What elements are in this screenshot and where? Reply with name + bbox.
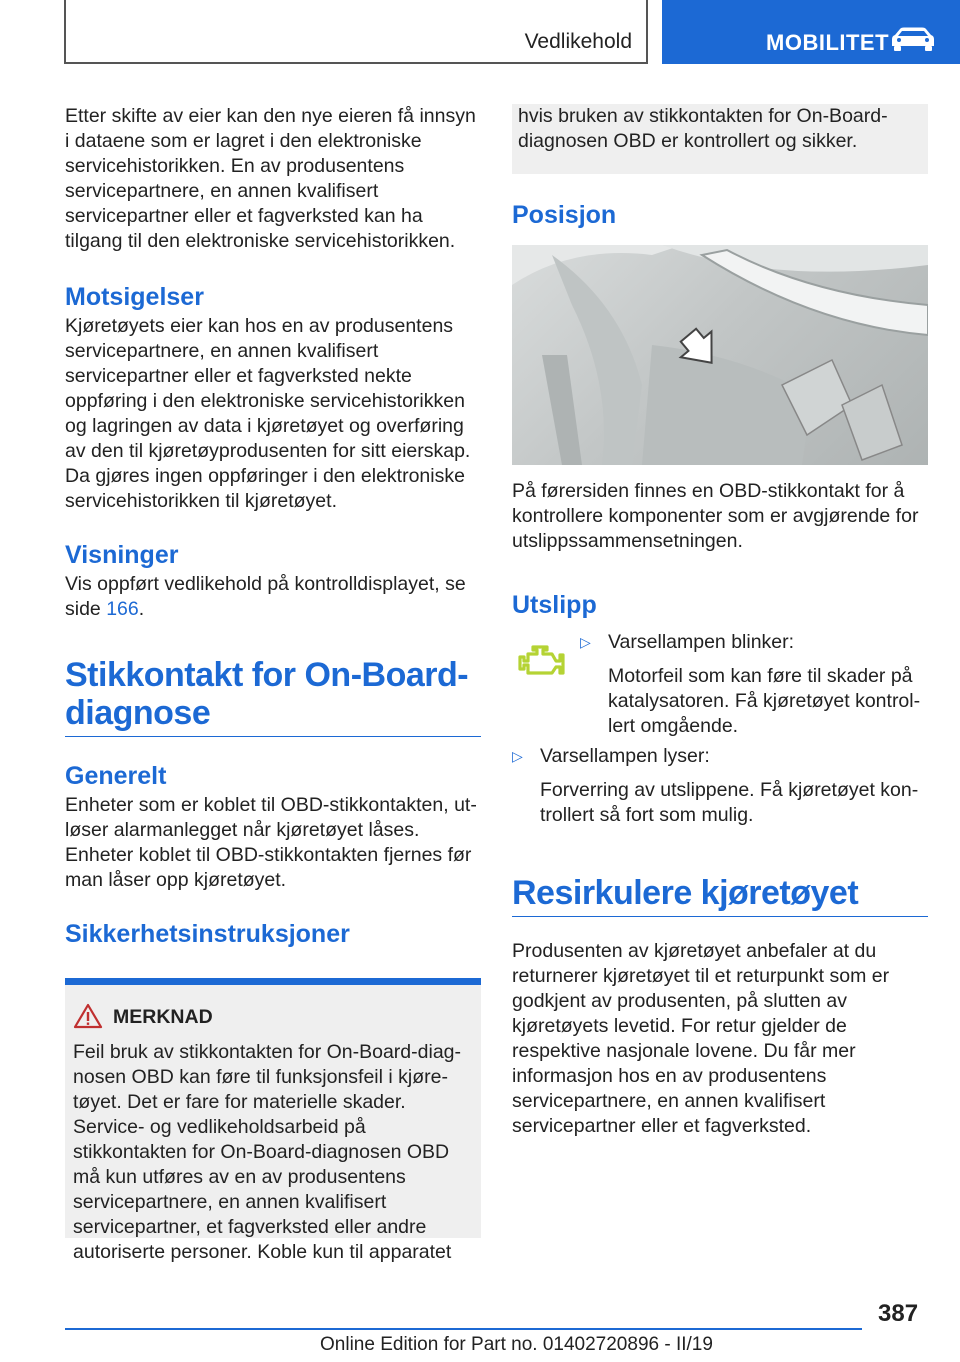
footer-edition: Online Edition for Part no. 01402720896 - II/19 [320,1334,713,1355]
notice-text: Feil bruk av stikkontakten for On-Board-diagnosen OBD kan føre til funksjonsfeil i kjøretøyet. Det er fare for materielle skader. Service- og vedlikeholdsarbeid på stikkontakten for On-Board-diagnosen OBD må kun utføres av en av produsentens servicepartnere, en annen kvalifisert servicepartner, et fagverksted eller andre autoriserte personer. Koble kun til apparatet [73,1041,462,1263]
header-section-box [64,0,648,64]
visninger-paragraph [65,572,481,622]
notice-title: MERKNAD [113,1006,213,1028]
chapter-tab[interactable] [662,0,960,64]
left-column [65,104,481,949]
footer-rule [65,1328,862,1330]
heading-resirkulere: Resirkulere kjøretøyet [512,874,928,917]
visninger-text: Vis oppført vedlikehold på kontrolldisplayet, se side [65,573,466,620]
bullet-blinker [580,630,928,739]
heading-posisjon: Posisjon [512,201,617,229]
posisjon-paragraph: På førersiden finnes en OBD-stikkontakt for å kontrollere komponenter som er avgjørende for utslippssammensetningen. [512,480,919,552]
page-number: 387 [878,1300,919,1327]
section-title: Vedlikehold [524,30,632,53]
resirk-section [512,874,928,1139]
heading-motsigelser: Motsigelser [65,283,204,311]
bullet-triangle-icon: ▷ [512,748,523,764]
notice-top-bar [65,978,481,985]
bullet-triangle-icon: ▷ [580,634,591,650]
heading-generelt: Generelt [65,762,167,790]
obd-photo-illustration [512,245,928,465]
resirkulere-paragraph: Produsenten av kjøretøyet anbefaler at du returnerer kjøretøyet til et returpunkt som er godkjent av produsenten, på slutten av kjøretøyets levetid. For retur gjelder de respektive nasjonale lovene. Du får mer informasjon hos en av produsentens servicepartnere, en annen kvalifisert servicepartner eller et fagverksted. [512,940,890,1137]
bullet-lyser-text: Forverring av utslippene. Få kjøretøyet kontrollert så fort som mulig. [540,779,919,826]
chapter-tab-label: MOBILITET [766,30,890,55]
bullet-lyser-title: Varsellampen lyser: [540,745,710,767]
visninger-end: . [138,598,145,620]
motsigelser-paragraph: Kjøretøyets eier kan hos en av produsentens servicepartnere, en annen kvalifisert servicepartner eller et fagverksted nekte oppføring i den elektroniske servicehistorikken og lagringen av data i kjøretøyet og overføring av den til kjøretøyprodusenten for sitt eierskap. Da gjøres ingen oppføringer i den elektroniske servicehistorikken til kjøretøyet. [65,315,471,512]
notice-box [65,978,481,1263]
warning-triangle-icon [73,1003,103,1029]
posisjon-paragraph-wrap [512,479,928,554]
bullet-blinker-text: Motorfeil som kan føre til skader på katalysatoren. Få kjøretøyet kontrollert omgående. [608,665,921,737]
heading-visninger: Visninger [65,541,179,569]
notice-continuation-text: hvis bruken av stikkontakten for On-Board-diagnosen OBD er kontrollert og sikker. [518,105,888,152]
chapter-heading: Stikkontakt for On-Board-diagnose [65,656,481,737]
bullet-lyser [512,744,928,828]
intro-paragraph: Etter skifte av eier kan den nye eieren få innsyn i dataene som er lagret i den elektroniske servicehistorikken. En av produsentens servicepartnere, en annen kvalifisert servicepartner eller et fagverksted kan ha tilgang til den elektroniske servicehistorikken. [65,105,476,252]
car-icon [888,26,938,52]
engine-warning-lamp-icon [516,645,566,679]
heading-utslipp: Utslipp [512,591,597,619]
page-link-166[interactable]: 166 [106,598,139,620]
generelt-paragraph: Enheter som er koblet til OBD-stikkontakten, utløser alarmanlegget når kjøretøyet låses. Enheter koblet til OBD-stikkontakten fjernes før man låser opp kjøretøyet. [65,794,477,891]
obd-location-photo [512,245,928,465]
bullet-blinker-title: Varsellampen blinker: [608,631,795,653]
posisjon-heading-wrap [512,200,928,230]
heading-sikkerhetsinstruksjoner: Sikkerhetsinstruksjoner [65,920,350,948]
notice-continuation-box [512,104,928,174]
utslipp-heading-wrap [512,590,928,620]
